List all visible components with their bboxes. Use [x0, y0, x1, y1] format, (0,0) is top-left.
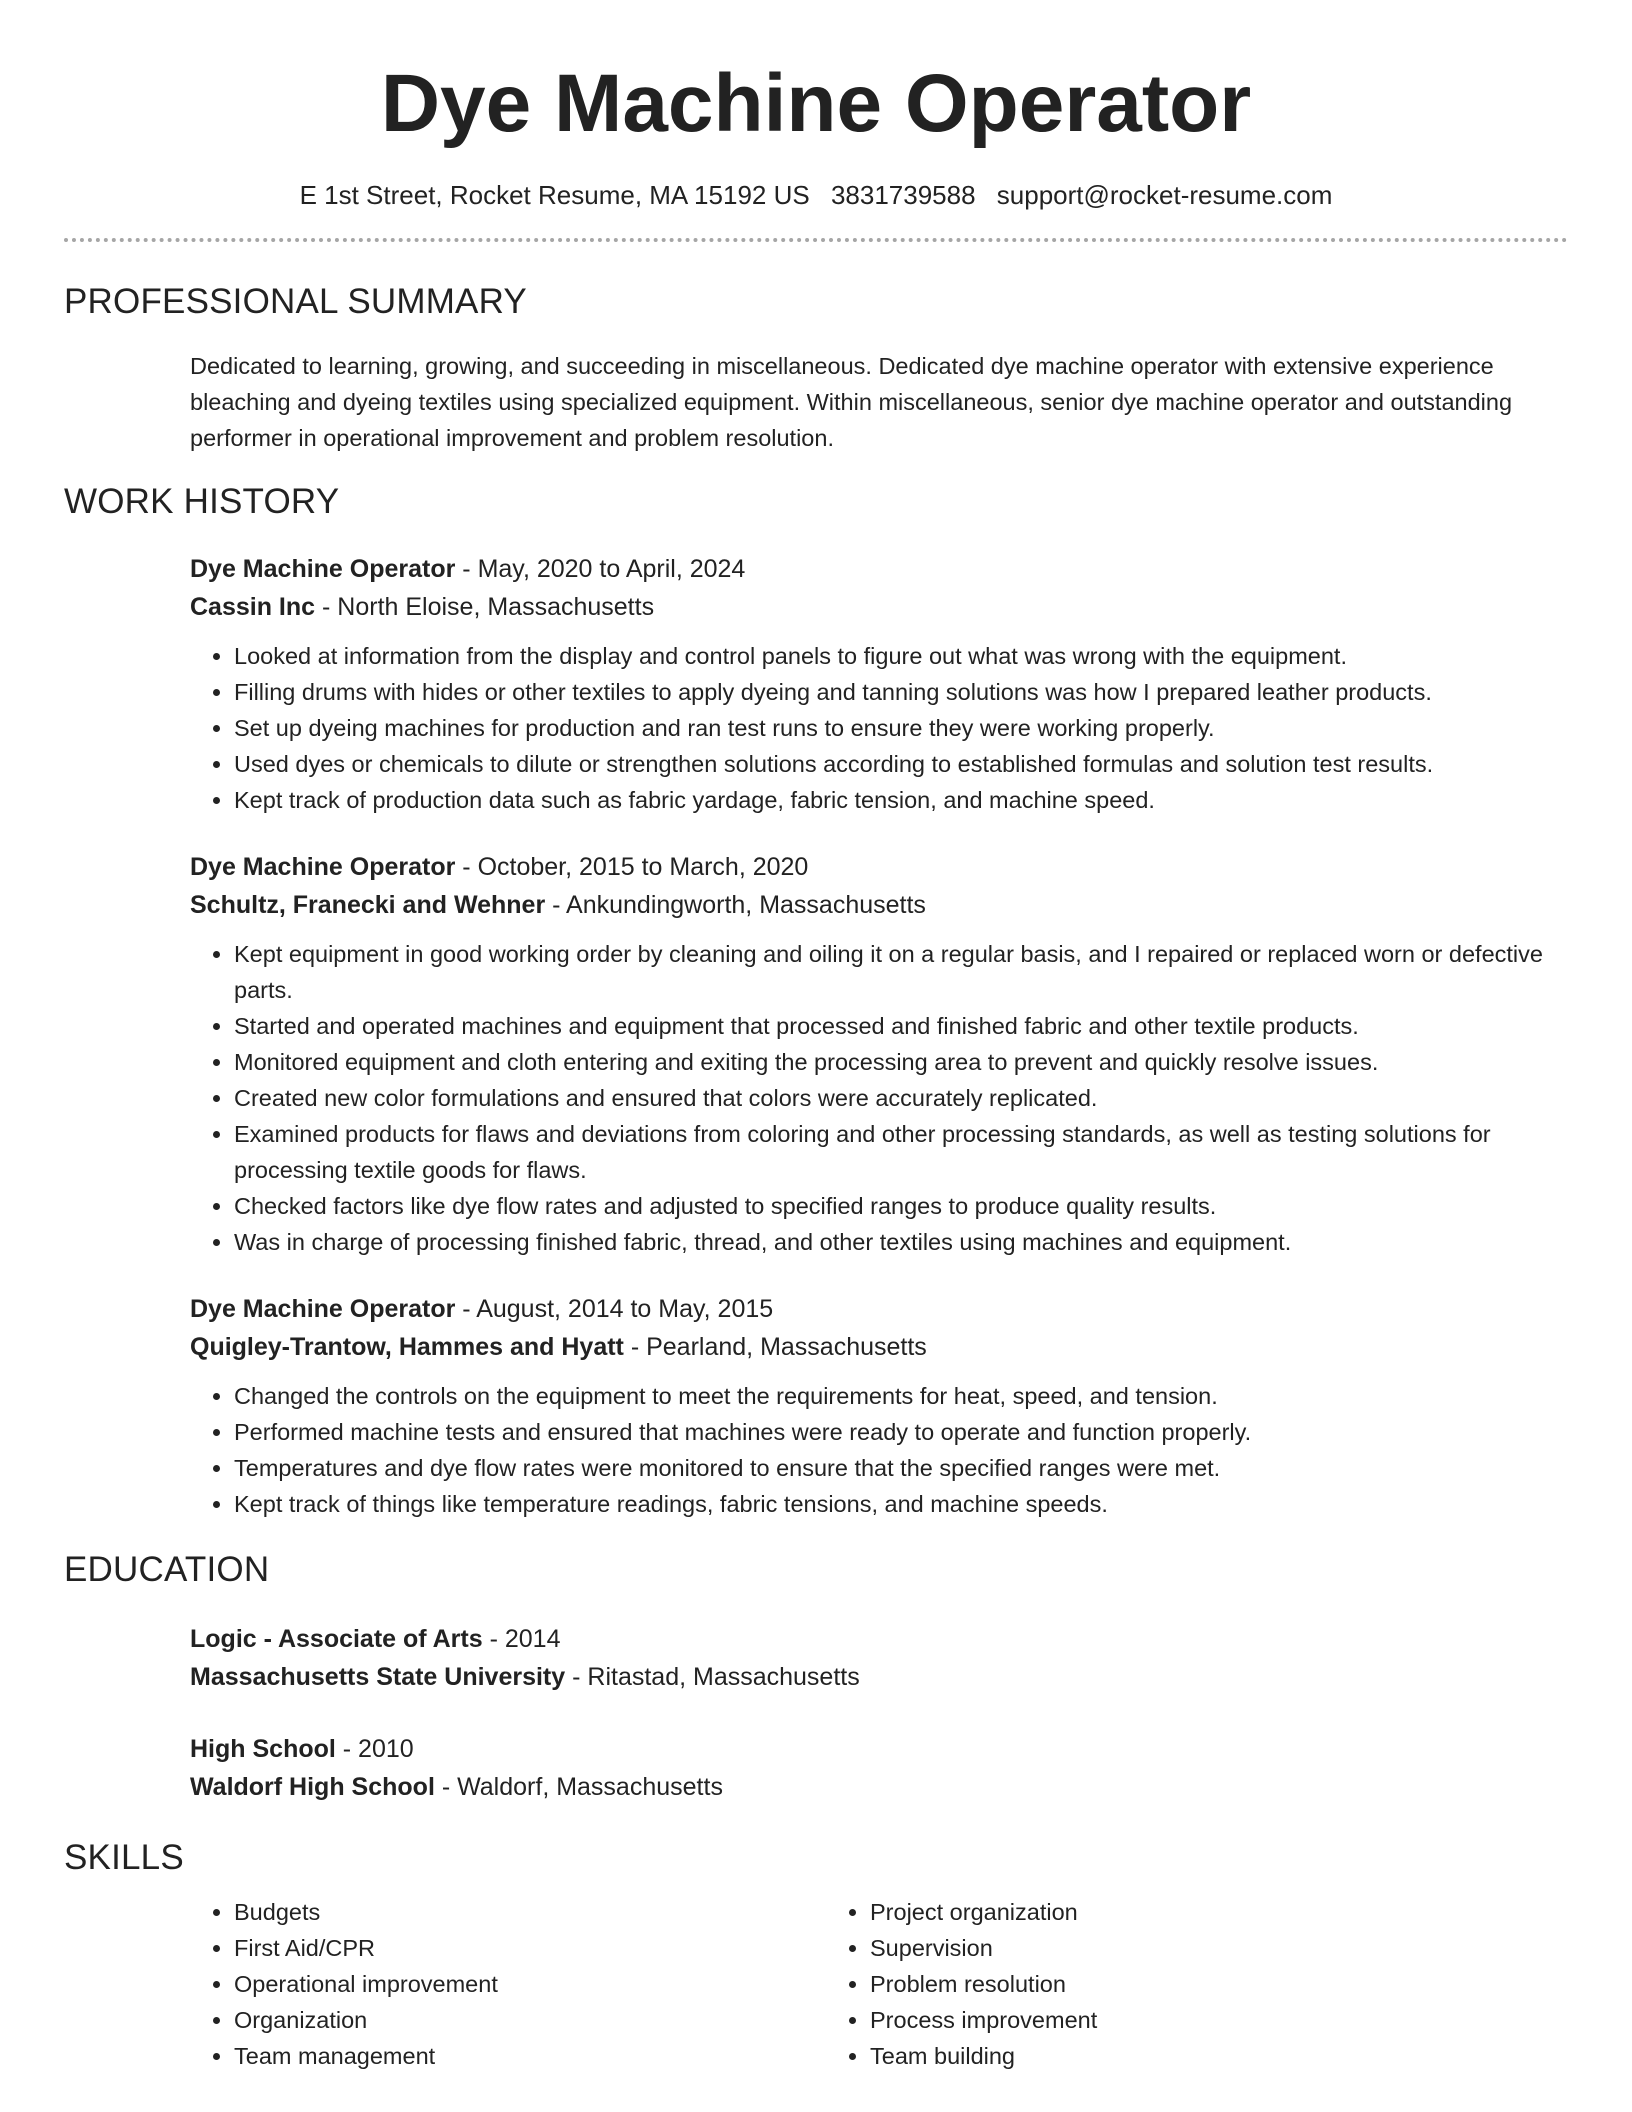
job-bullet: • Was in charge of processing finished fabric, thread, and other textiles using machines and equipment. — [234, 1224, 1568, 1260]
job-entry — [190, 550, 1568, 626]
job-bullet: • Performed machine tests and ensured that machines were ready to operate and function properly. — [234, 1414, 1568, 1450]
job-location: - North Eloise, Massachusetts — [315, 593, 655, 621]
education-degree-line — [190, 1620, 1568, 1658]
resume-name: Dye Machine Operator — [380, 58, 1252, 149]
education-location: - Ritastad, Massachusetts — [565, 1663, 860, 1691]
job-bullet: • Checked factors like dye flow rates and adjusted to specified ranges to produce quality results. — [234, 1188, 1568, 1224]
contact-email: support@rocket-resume.com — [996, 180, 1333, 210]
skill-item: • Operational improvement — [234, 1966, 826, 2002]
job-company-line — [190, 1328, 1568, 1366]
job-bullets — [190, 936, 1568, 1260]
job-company: Schultz, Franecki and Wehner — [190, 891, 546, 919]
summary-text: Dedicated to learning, growing, and succeeding in miscellaneous. Dedicated dye machine operator with extensive experience bleaching and dyeing textiles using specialized equipment. Within miscellaneous, senior dye machine operator and outstanding performer in operational improvement and problem resolution. — [190, 353, 1513, 451]
job-bullet: • Kept track of production data such as fabric yardage, fabric tension, and machine speed. — [234, 782, 1568, 818]
education-degree: Logic - Associate of Arts — [190, 1625, 483, 1653]
job-bullet: • Used dyes or chemicals to dilute or strengthen solutions according to established formulas and solution test results. — [234, 746, 1568, 782]
education-year: - 2014 — [482, 1625, 561, 1653]
education-entry — [190, 1730, 1568, 1806]
job-bullet: • Examined products for flaws and deviations from coloring and other processing standards, as well as testing solutions for processing textile goods for flaws. — [234, 1116, 1568, 1188]
job-title-line — [190, 848, 1568, 886]
skill-item: • Organization — [234, 2002, 826, 2038]
contact-address: E 1st Street, Rocket Resume, MA 15192 US — [299, 180, 810, 210]
job-bullet: • Temperatures and dye flow rates were monitored to ensure that the specified ranges were met. — [234, 1450, 1568, 1486]
education-degree: High School — [190, 1735, 336, 1763]
job-location: - Ankundingworth, Massachusetts — [545, 891, 926, 919]
job-location: - Pearland, Massachusetts — [623, 1333, 927, 1361]
skill-item: • Process improvement — [870, 2002, 1462, 2038]
job-role: Dye Machine Operator — [190, 853, 456, 881]
education-title: EDUCATION — [64, 1550, 270, 1589]
education-school-line — [190, 1768, 1568, 1806]
skill-item: • Project organization — [870, 1894, 1462, 1930]
education-degree-line — [190, 1730, 1568, 1768]
skills-grid — [190, 1894, 1568, 2074]
job-bullet: • Kept track of things like temperature readings, fabric tensions, and machine speeds. — [234, 1486, 1568, 1522]
skill-item: • Budgets — [234, 1894, 826, 1930]
skill-item: • Team building — [870, 2038, 1462, 2074]
skill-item: • Team management — [234, 2038, 826, 2074]
skills-title: SKILLS — [64, 1838, 184, 1877]
job-company: Cassin Inc — [190, 593, 316, 621]
job-bullets — [190, 638, 1568, 818]
job-entry — [190, 1290, 1568, 1366]
job-bullets — [190, 1378, 1568, 1522]
job-entry — [190, 848, 1568, 924]
job-company-line — [190, 588, 1568, 626]
education-entry — [190, 1620, 1568, 1696]
job-bullet: • Kept equipment in good working order by cleaning and oiling it on a regular basis, and I repaired or replaced worn or defective parts. — [234, 936, 1568, 1008]
skills-column-left — [190, 1894, 826, 2074]
contact-line — [64, 178, 1568, 212]
skill-item: • Problem resolution — [870, 1966, 1462, 2002]
job-bullet: • Monitored equipment and cloth entering and exiting the processing area to prevent and quickly resolve issues. — [234, 1044, 1568, 1080]
job-bullet: • Started and operated machines and equipment that processed and finished fabric and other textile products. — [234, 1008, 1568, 1044]
job-dates: - August, 2014 to May, 2015 — [455, 1295, 774, 1323]
job-role: Dye Machine Operator — [190, 555, 456, 583]
job-role: Dye Machine Operator — [190, 1295, 456, 1323]
job-title-line — [190, 1290, 1568, 1328]
job-company: Quigley-Trantow, Hammes and Hyatt — [190, 1333, 624, 1361]
summary-title: PROFESSIONAL SUMMARY — [64, 282, 527, 321]
job-company-line — [190, 886, 1568, 924]
job-bullet: • Filling drums with hides or other textiles to apply dyeing and tanning solutions was how I prepared leather products. — [234, 674, 1568, 710]
job-bullet: • Created new color formulations and ensured that colors were accurately replicated. — [234, 1080, 1568, 1116]
job-title-line — [190, 550, 1568, 588]
work-history-title: WORK HISTORY — [64, 482, 340, 521]
job-bullet: • Changed the controls on the equipment to meet the requirements for heat, speed, and tension. — [234, 1378, 1568, 1414]
header-divider — [64, 238, 1568, 242]
education-school: Massachusetts State University — [190, 1663, 566, 1691]
job-bullet: • Looked at information from the display and control panels to figure out what was wrong with the equipment. — [234, 638, 1568, 674]
contact-phone: 3831739588 — [830, 180, 976, 210]
education-school: Waldorf High School — [190, 1773, 435, 1801]
job-bullet: • Set up dyeing machines for production and ran test runs to ensure they were working properly. — [234, 710, 1568, 746]
education-school-line — [190, 1658, 1568, 1696]
education-year: - 2010 — [335, 1735, 414, 1763]
job-dates: - October, 2015 to March, 2020 — [455, 853, 809, 881]
skill-item: • Supervision — [870, 1930, 1462, 1966]
skill-item: • First Aid/CPR — [234, 1930, 826, 1966]
job-dates: - May, 2020 to April, 2024 — [455, 555, 746, 583]
education-location: - Waldorf, Massachusetts — [434, 1773, 723, 1801]
skills-column-right — [826, 1894, 1462, 2074]
